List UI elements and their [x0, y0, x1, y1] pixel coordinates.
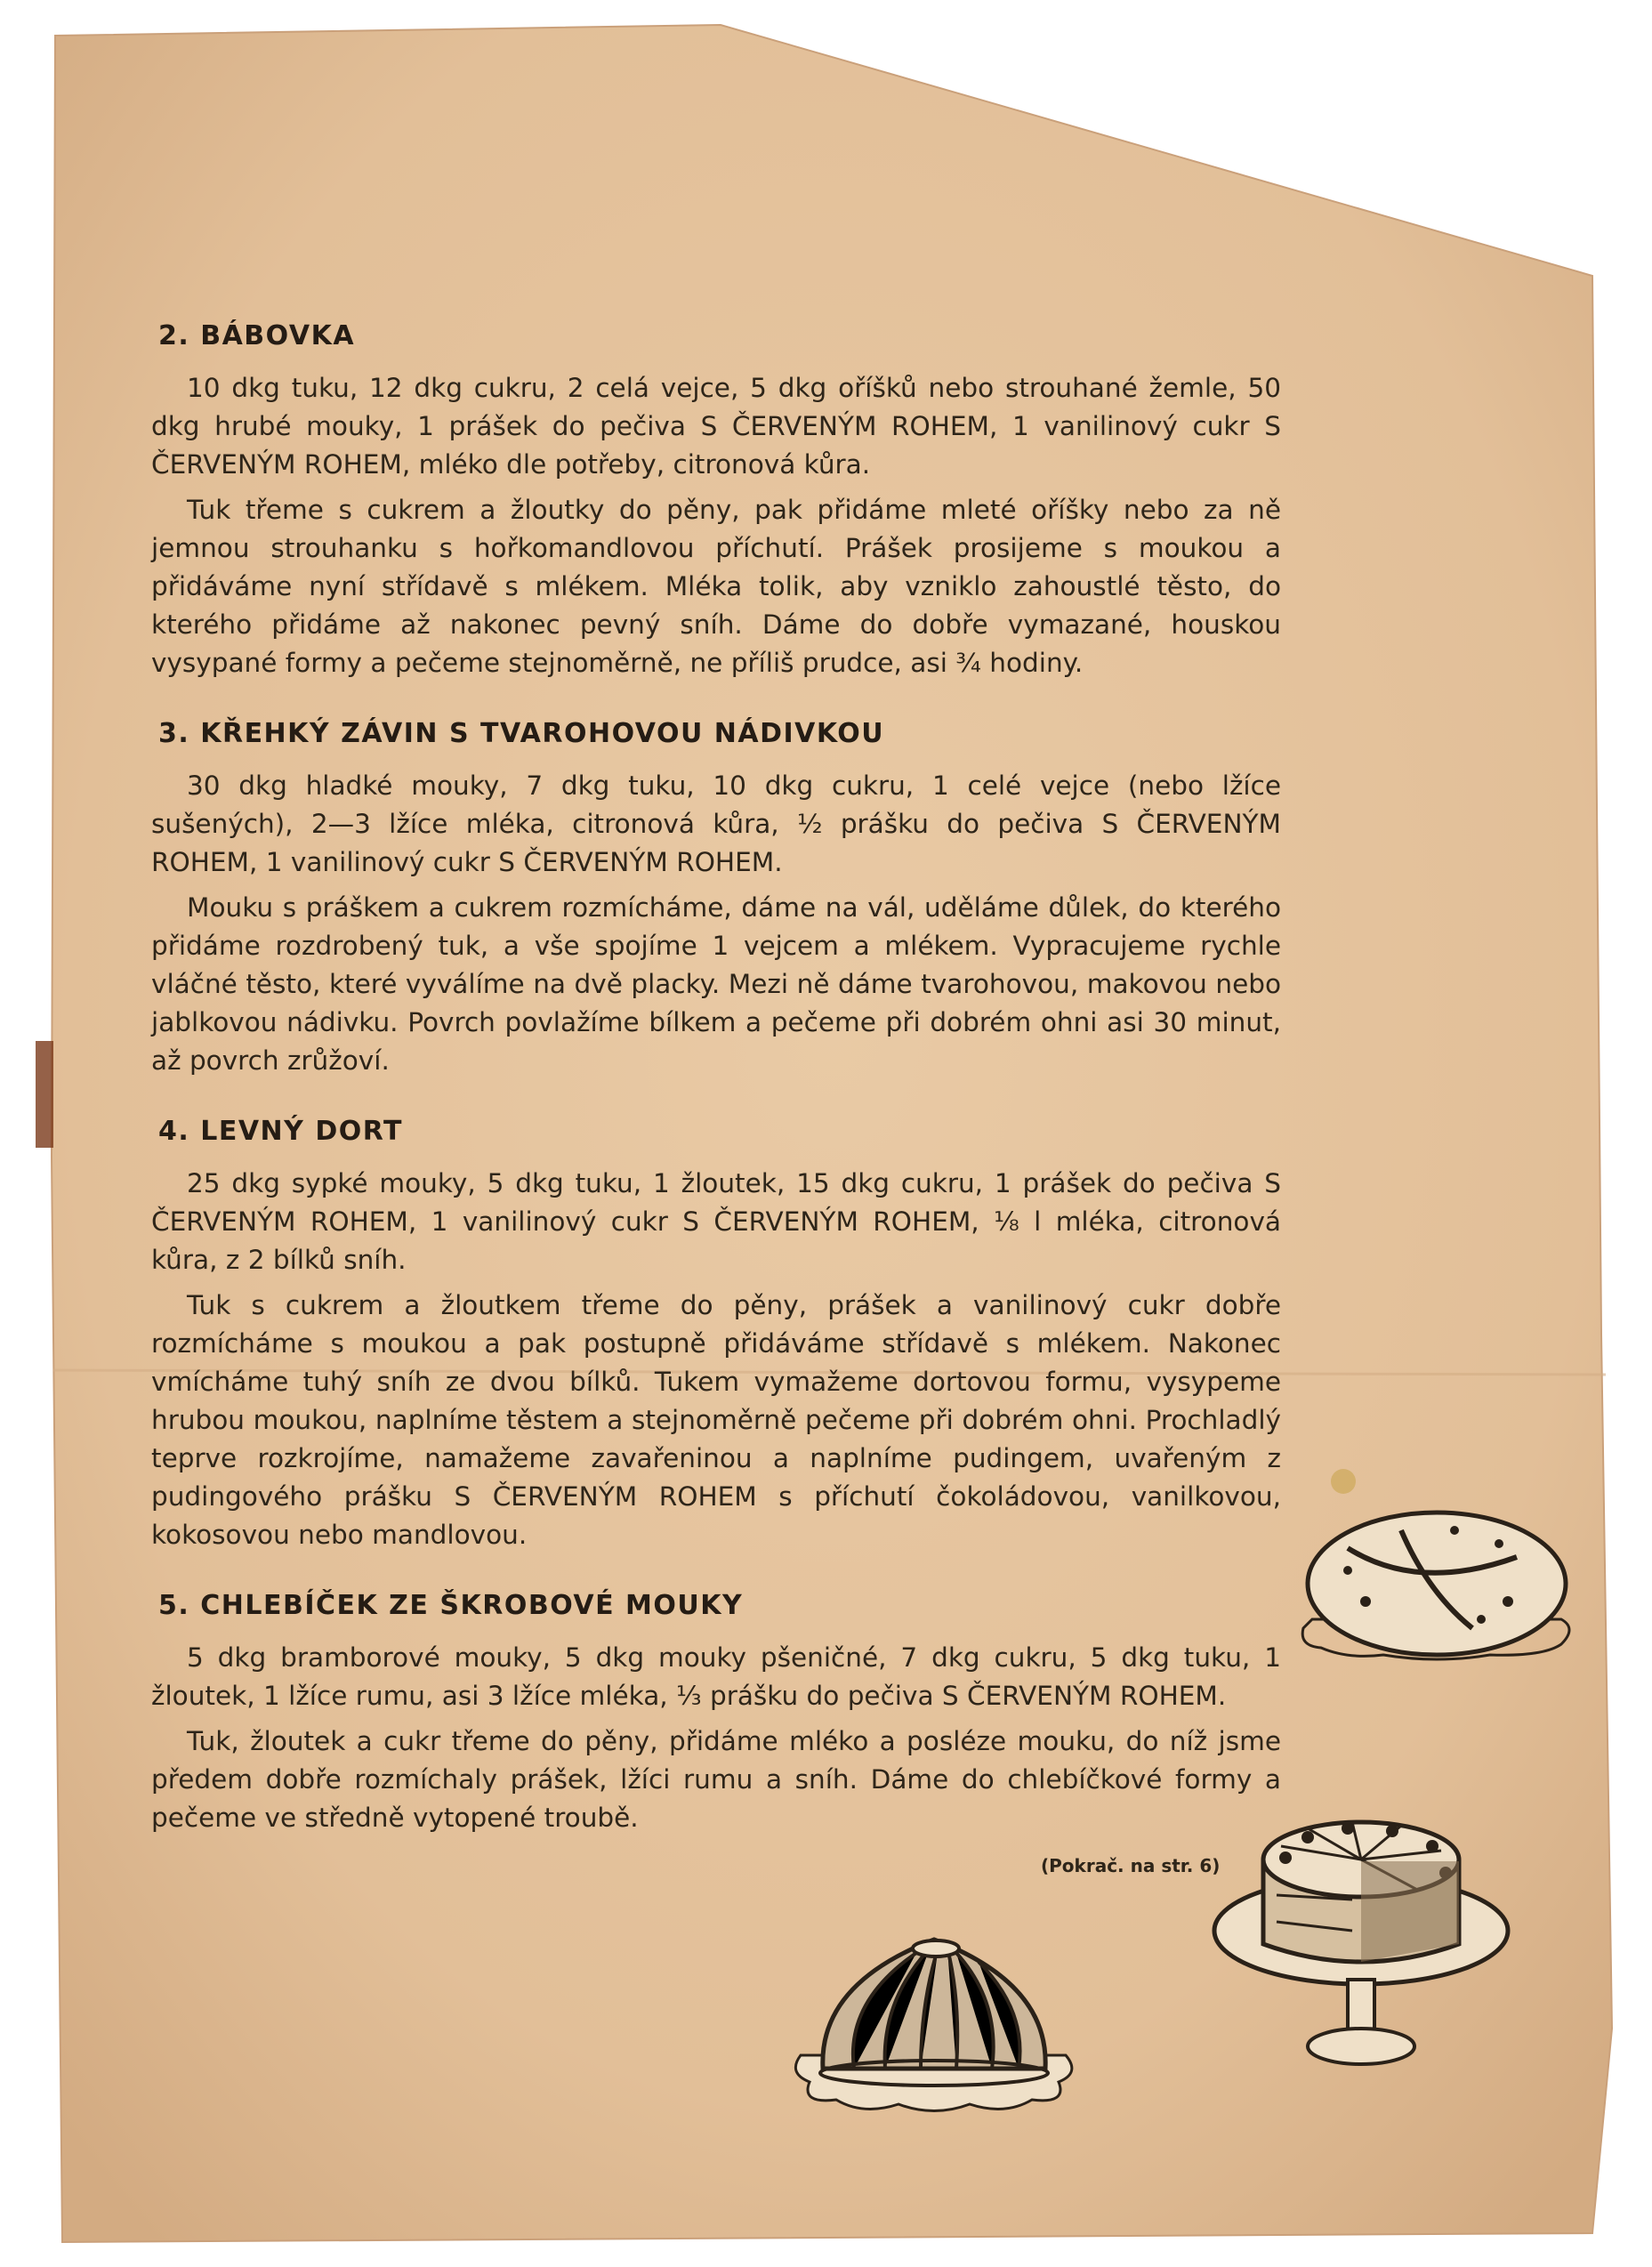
- recipe-ingredients: 30 dkg hladké mouky, 7 dkg tuku, 10 dkg cukru, 1 celé vejce (nebo lžíce sušených), 2—3 lžíce mléka, citronová kůra, ½ prášku do pečiva S ČERVENÝM ROHEM, 1 vanilinový cukr S ČERVENÝM ROHEM.: [151, 770, 1281, 877]
- recipe-babovka: [151, 320, 1281, 682]
- recipe-method: Tuk s cukrem a žloutkem třeme do pěny, prášek a vanilinový cukr dobře rozmícháme s moukou a pak postupně přidáváme střídavě s mlékem. Nakonec vmícháme tuhý sníh ze dvou bílků. Tukem vymažeme dortovou formu, vysypeme hrubou moukou, naplníme těstem a stejnoměrně pečeme při dobrém ohni. Prochladlý teprve rozkrojíme, namažeme zavařeninou a naplníme pudingem, uvařeným z pudingového prášku S ČERVENÝM ROHEM s příchutí čokoládovou, vanilkovou, kokosovou nebo mandlovou.: [151, 1290, 1281, 1550]
- recipe-ingredients: 10 dkg tuku, 12 dkg cukru, 2 celá vejce, 5 dkg oříšků nebo strouhané žemle, 50 dkg hrubé mouky, 1 prášek do pečiva S ČERVENÝM ROHEM, 1 vanilinový cukr S ČERVENÝM ROHEM, mléko dle potřeby, citronová kůra.: [151, 373, 1281, 480]
- recipe-title: 5. CHLEBÍČEK ZE ŠKROBOVÉ MOUKY: [158, 1590, 744, 1621]
- recipe-method: Tuk třeme s cukrem a žloutky do pěny, pak přidáme mleté oříšky nebo za ně jemnou strouhanku s hořkomandlovou příchutí. Prášek prosijeme s moukou a přidáváme nyní střídavě s mlékem. Mléka tolik, aby vzniklo zahoustlé těsto, do kterého přidáme až nakonec pevný sníh. Dáme do dobře vymazané, houskou vysypané formy a pečeme stejnoměrně, ne příliš prudce, asi ¾ hodiny.: [151, 495, 1281, 678]
- recipe-title: 2. BÁBOVKA: [158, 320, 356, 351]
- stain-spot: [1331, 1469, 1356, 1494]
- bread-loaf-illustration: [1294, 1495, 1579, 1664]
- recipe-column: [151, 320, 1281, 1873]
- recipe-zavin: [151, 718, 1281, 1080]
- continuation-note: (Pokrač. na str. 6): [1041, 1855, 1221, 1876]
- recipe-levny-dort: [151, 1116, 1281, 1554]
- recipe-ingredients: 5 dkg bramborové mouky, 5 dkg mouky pšeničné, 7 dkg cukru, 5 dkg tuku, 1 žloutek, 1 lžíce rumu, asi 3 lžíce mléka, ⅓ prášku do pečiva S ČERVENÝM ROHEM.: [151, 1642, 1281, 1711]
- layer-cake-illustration: [1201, 1797, 1521, 2073]
- bundt-cake-illustration: [783, 1904, 1085, 2118]
- recipe-chlebicek: [151, 1590, 1281, 1837]
- rust-stain: [36, 1041, 53, 1148]
- recipe-title: 4. LEVNÝ DORT: [158, 1116, 403, 1147]
- recipe-method: Mouku s práškem a cukrem rozmícháme, dáme na vál, uděláme důlek, do kterého přidáme rozdrobený tuk, a vše spojíme 1 vejcem a mlékem. Vypracujeme rychle vláčné těsto, které vyválíme na dvě placky. Mezi ně dáme tvarohovou, makovou nebo jablkovou nádivku. Povrch povlažíme bílkem a pečeme při dobrém ohni asi 30 minut, až povrch zrůžoví.: [151, 892, 1281, 1076]
- recipe-ingredients: 25 dkg sypké mouky, 5 dkg tuku, 1 žloutek, 15 dkg cukru, 1 prášek do pečiva S ČERVENÝM ROHEM, 1 vanilinový cukr S ČERVENÝM ROHEM, ⅛ l mléka, citronová kůra, z 2 bílků sníh.: [151, 1168, 1281, 1275]
- recipe-title: 3. KŘEHKÝ ZÁVIN S TVAROHOVOU NÁDIVKOU: [158, 718, 885, 749]
- recipe-method: Tuk, žloutek a cukr třeme do pěny, přidáme mléko a posléze mouku, do níž jsme předem dobře rozmíchaly prášek, lžíci rumu a sníh. Dáme do chlebíčkové formy a pečeme ve středně vytopené troubě.: [151, 1726, 1281, 1833]
